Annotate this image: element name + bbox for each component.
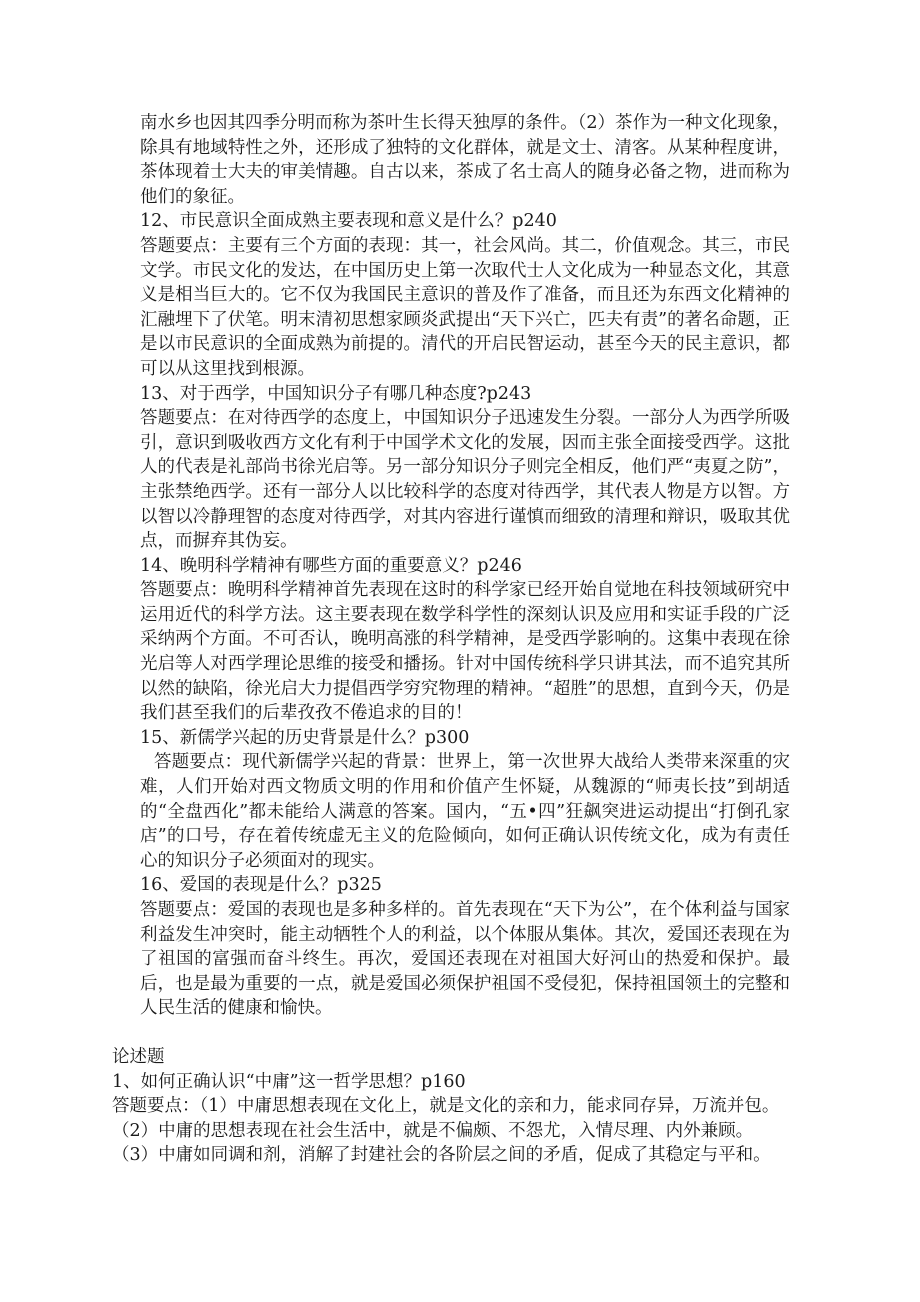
section-heading: 论述题 (112, 1047, 165, 1067)
question-13: 13、对于西学，中国知识分子有哪几种态度?p243 (140, 383, 532, 404)
question-16: 16、爱国的表现是什么？p325 (140, 875, 382, 896)
question-14: 14、晚明科学精神有哪些方面的重要意义？p246 (140, 555, 522, 576)
intro-paragraph: 南水乡也因其四季分明而称为茶叶生长得天独厚的条件。（2）茶作为一种文化现象，除具有地域特性之外，还形成了独特的文化群体，就是文士、清客。从某种程度讲，茶体现着士大夫的审美情趣。自古以来，茶成了名士高人的随身必备之物，进而称为他们的象征。 (140, 113, 790, 207)
essay-answer-line-3: （3）中庸如同调和剂，消解了封建社会的各阶层之间的矛盾，促成了其稳定与平和。 (112, 1145, 771, 1166)
question-12: 12、市民意识全面成熟主要表现和意义是什么？p240 (140, 211, 557, 232)
essay-question-1: 1、如何正确认识“中庸”这一哲学思想？p160 (112, 1071, 466, 1092)
answer-12: 答题要点：主要有三个方面的表现：其一，社会风尚。其二，价值观念。其三，市民文学。市民文化的发达，在中国历史上第一次取代士人文化成为一种显态文化，其意义是相当巨大的。它不仅为我国民主意识的普及作了准备，而且还为东西文化精神的汇融埋下了伏笔。明末清初思想家顾炎武提出“天下兴亡，匹夫有责”的著名命题，正是以市民意识的全面成熟为前提的。清代的开启民智运动，甚至今天的民主意识，都可以从这里找到根源。 (140, 235, 790, 379)
qa-section (140, 111, 790, 1021)
essay-section (112, 1045, 812, 1168)
question-15: 15、新儒学兴起的历史背景是什么？p300 (140, 727, 470, 748)
answer-14: 答题要点：晚明科学精神首先表现在这时的科学家已经开始自觉地在科技领域研究中运用近代的科学方法。这主要表现在数学科学性的深刻认识及应用和实证手段的广泛采纳两个方面。不可否认，晚明高涨的科学精神，是受西学影响的。这集中表现在徐光启等人对西学理论思维的接受和播扬。针对中国传统科学只讲其法，而不追究其所以然的缺陷，徐光启大力提倡西学穷究物理的精神。“超胜”的思想，直到今天，仍是我们甚至我们的后辈孜孜不倦追求的目的！ (140, 580, 790, 724)
answer-16: 答题要点：爱国的表现也是多种多样的。首先表现在“天下为公”，在个体利益与国家利益发生冲突时，能主动牺牲个人的利益，以个体服从集体。其次，爱国还表现在为了祖国的富强而奋斗终生。再次，爱国还表现在对祖国大好河山的热爱和保护。最后，也是最为重要的一点，就是爱国必须保护祖国不受侵犯，保持祖国领土的完整和人民生活的健康和愉快。 (140, 900, 790, 1019)
essay-answer-line-1: 答题要点：（1）中庸思想表现在文化上，就是文化的亲和力，能求同存异，万流并包。 (112, 1096, 780, 1117)
essay-answer-line-2: （2）中庸的思想表现在社会生活中，就是不偏颇、不怨尤，入情尽理、内外兼顾。 (112, 1120, 754, 1141)
answer-15: 答题要点：现代新儒学兴起的背景：世界上，第一次世界大战给人类带来深重的灾难，人们开始对西文物质文明的作用和价值产生怀疑，从魏源的“师夷长技”到胡适的“全盘西化”都未能给人满意的答案。国内，“五•四”狂飙突进运动提出“打倒孔家店”的口号，存在着传统虚无主义的危险倾向，如何正确认识传统文化，成为有责任心的知识分子必须面对的现实。 (140, 752, 790, 871)
answer-13: 答题要点：在对待西学的态度上，中国知识分子迅速发生分裂。一部分人为西学所吸引，意识到吸收西方文化有利于中国学术文化的发展，因而主张全面接受西学。这批人的代表是礼部尚书徐光启等。另一部分知识分子则完全相反，他们严“夷夏之防”，主张禁绝西学。还有一部分人以比较科学的态度对待西学，其代表人物是方以智。方以智以冷静理智的态度对待西学，对其内容进行谨慎而细致的清理和辩识，吸取其优点，而摒弃其伪妄。 (140, 408, 790, 552)
